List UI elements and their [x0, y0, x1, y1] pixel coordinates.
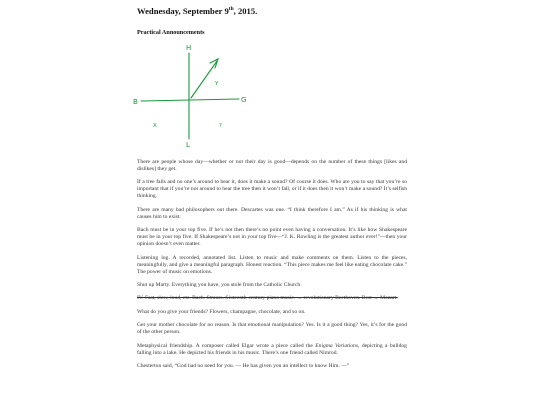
date-text: Wednesday, September 9	[137, 6, 229, 16]
label-top: H	[186, 44, 192, 52]
diagonal-line	[191, 61, 217, 98]
document-page	[133, 6, 407, 376]
paragraph: What do you give your friends? Flowers, champagne, chocolate, and so on.	[137, 308, 306, 315]
date-suffix-sup: th	[228, 6, 234, 12]
paragraph: Listening log. A recorded, annotated list. Listen to music and make comments on them. Listen to the pieces, meaningfully, and give a meaningful paragraph. Honest reaction. “This piece makes me feel like eating chocolate cake.” The power of music on emotions.	[137, 254, 407, 275]
label-right: G	[241, 96, 247, 104]
diagonal-arrowhead	[210, 59, 218, 68]
notes-body	[137, 159, 407, 370]
paragraph: Bach must be in your top five. If he’s not then there’s no point even having a conversation. It’s like how Shakespeare must be in your top five. If Shakespeare’s not in your top five—“J. K. Rowling is the greatest author ever!”—then your opinion doesn’t even matter.	[137, 227, 407, 248]
label-lower-right: ?	[219, 123, 222, 129]
strikethrough-paragraph: IV. Fast, slow, loud, etc. Bach. Strauss. Sixteenth-century piano music. → revolutionary Beethoven. Best → Mozart.	[137, 295, 398, 302]
horizontal-axis	[141, 99, 239, 101]
paragraph: Get your mother chocolate for no reason. Is that emotional manipulation? Yes. Is it a good thing? Yes, it’s for the good of the other person.	[137, 322, 407, 336]
date-year: , 2015.	[233, 6, 258, 16]
label-lower-left: X	[153, 123, 157, 129]
paragraph: There are many bad philosophers out there. Descartes was one. “I think therefore I am.” As if his thinking is what causes him to exist.	[137, 206, 407, 220]
section-heading: Practical Announcements	[137, 29, 205, 36]
paragraph	[137, 343, 407, 357]
hand-drawn-axes-diagram	[123, 41, 263, 159]
enigma-variations-title: Enigma Variations	[315, 342, 359, 349]
paragraph: There are people whose day—whether or not their day is good—depends on the number of these things [likes and dislikes] they get.	[137, 159, 407, 172]
label-diagonal: Y	[215, 81, 219, 87]
paragraph: Chesterton said, “God had no need for you. — He has given you an intellect to know Him. —”	[137, 362, 350, 369]
paragraph-text: , depicting a bulldog falling into a lake. He depicted his friends in his music. There’s one friend called Nimrod.	[137, 342, 407, 356]
paragraph-text: Metaphysical friendship. A composer called Elgar wrote a piece called the	[137, 342, 316, 349]
label-left: B	[133, 98, 138, 106]
date-heading	[137, 6, 407, 16]
axes-sketch	[123, 41, 263, 159]
label-bottom: L	[186, 141, 190, 149]
paragraph: If a tree falls and no one’s around to hear it, does it make a sound? Of course it does. Who are you to say that you’re so important that if you’re not around to hear the tree then it won’t fall, or if it does then it won’t make a sound? It’s selfish thinking.	[137, 179, 407, 200]
paragraph: Shut up Marty. Everything you have, you stole from the Catholic Church.	[137, 281, 302, 288]
